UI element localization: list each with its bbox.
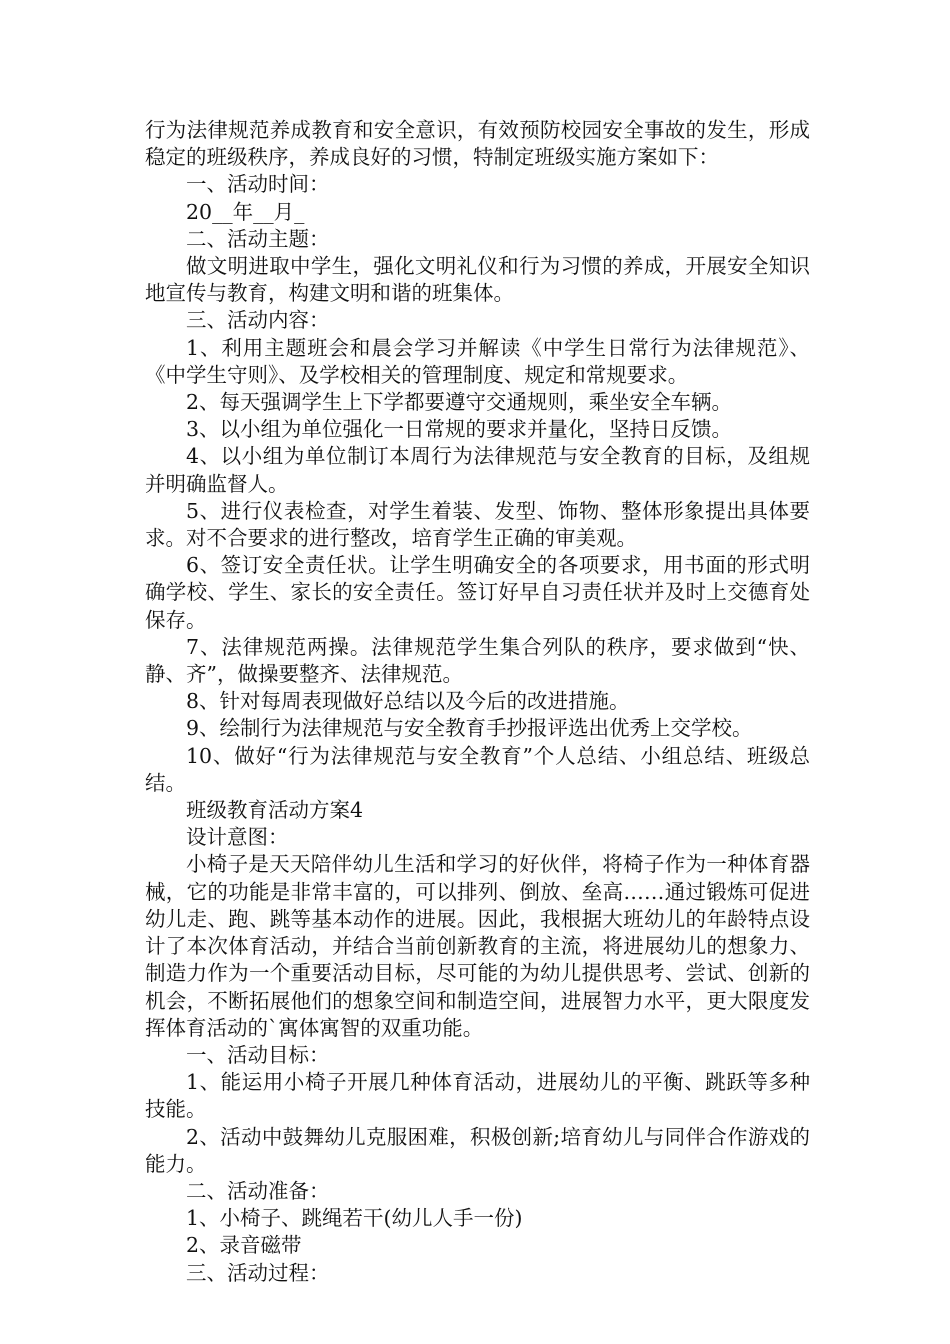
- paragraph: 做文明进取中学生，强化文明礼仪和行为习惯的养成，开展安全知识地宣传与教育，构建文明和谐的班集体。: [145, 254, 810, 306]
- list-item: 5、进行仪表检查，对学生着装、发型、饰物、整体形象提出具体要求。对不合要求的进行整改，培育学生正确的审美观。: [145, 498, 810, 551]
- list-item: 9、绘制行为法律规范与安全教育手抄报评选出优秀上交学校。: [186, 716, 753, 741]
- section-title: 班级教育活动方案4: [186, 798, 364, 823]
- paragraph: 20__年__月_: [186, 199, 305, 224]
- section-heading-activity-goals: 一、活动目标：: [186, 1042, 330, 1067]
- paragraph: 行为法律规范养成教育和安全意识，有效预防校园安全事故的发生，形成稳定的班级秩序，养成良好的习惯，特制定班级实施方案如下：: [145, 118, 810, 170]
- list-item: 2、每天强调学生上下学都要遵守交通规则，乘坐安全车辆。: [186, 390, 733, 415]
- section-heading-activity-content: 三、活动内容：: [186, 308, 330, 333]
- list-item: 6、签订安全责任状。让学生明确安全的各项要求，用书面的形式明确学校、学生、家长的安全责任。签订好早自习责任状并及时上交德育处保存。: [145, 553, 810, 632]
- list-item: 2、活动中鼓舞幼儿克服困难，积极创新;培育幼儿与同伴合作游戏的能力。: [145, 1124, 810, 1176]
- section-heading-activity-time: 一、活动时间：: [186, 172, 330, 197]
- list-item: 1、利用主题班会和晨会学习并解读《中学生日常行为法律规范》、《中学生守则》、及学校相关的管理制度、规定和常规要求。: [145, 335, 810, 387]
- section-heading-design-intent: 设计意图：: [186, 825, 289, 850]
- list-item: 8、针对每周表现做好总结以及今后的改进措施。: [186, 689, 630, 714]
- section-heading-activity-process: 三、活动过程：: [186, 1260, 330, 1285]
- list-item: 2、录音磁带: [186, 1233, 302, 1258]
- section-heading-activity-preparation: 二、活动准备：: [186, 1178, 330, 1203]
- paragraph: 小椅子是天天陪伴幼儿生活和学习的好伙伴，将椅子作为一种体育器械，它的功能是非常丰富的，可以排列、倒放、垒高……通过锻炼可促进幼儿走、跑、跳等基本动作的进展。因此，我根据大班幼儿的年龄特点设计了本次体育活动，并结合当前创新教育的主流，将进展幼儿的想象力、制造力作为一个重要活动目标，尽可能的为幼儿提供思考、尝试、创新的机会，不断拓展他们的想象空间和制造空间，进展智力水平，更大限度发挥体育活动的`寓体寓智的双重功能。: [145, 852, 810, 1040]
- list-item: 1、小椅子、跳绳若干(幼儿人手一份): [186, 1206, 523, 1231]
- list-item: 10、做好“行为法律规范与安全教育”个人总结、小组总结、班级总结。: [145, 743, 810, 795]
- document-body: [145, 117, 810, 1287]
- section-heading-activity-theme: 二、活动主题：: [186, 226, 330, 251]
- list-item: 1、能运用小椅子开展几种体育活动，进展幼儿的平衡、跳跃等多种技能。: [145, 1070, 810, 1122]
- list-item: 3、以小组为单位强化一日常规的要求并量化，坚持日反馈。: [186, 417, 733, 442]
- list-item: 4、以小组为单位制订本周行为法律规范与安全教育的目标，及组规并明确监督人。: [145, 444, 810, 496]
- list-item: 7、法律规范两操。法律规范学生集合列队的秩序，要求做到“快、静、齐”，做操要整齐、法律规范。: [145, 634, 810, 687]
